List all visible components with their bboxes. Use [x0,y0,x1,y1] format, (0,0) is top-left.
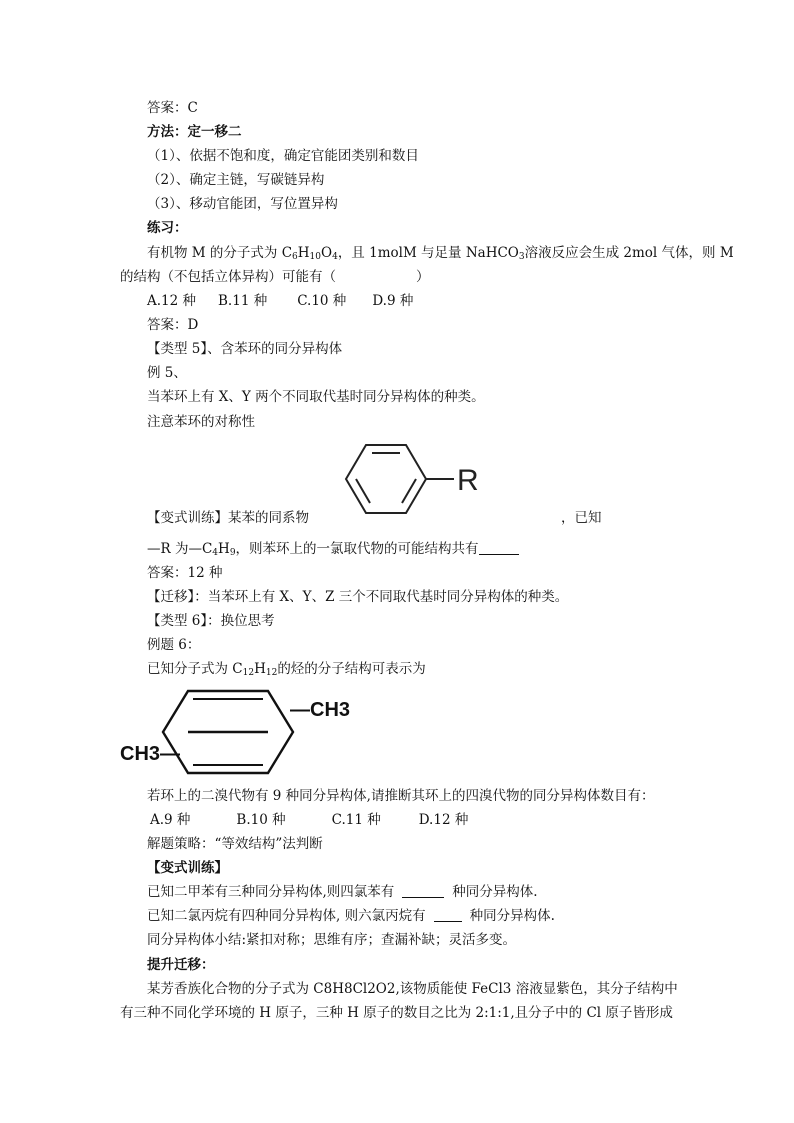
example6-options: A.9 种 B.10 种 C.11 种 D.12 种 [150,812,469,828]
answer-line-2: 答案：D [147,317,199,333]
practice-question: 有机物 M 的分子式为 $C_6H_{10}O_4$，且 1molM 与足量 NaHCO$_3$溶液反应会生成 2mol 气体，则 M [147,245,734,262]
example6-text: 已知分子式为 $C_{12}H_{12}$的烃的分子结构可表示为 [147,661,426,678]
example5-text: 当苯环上有 X、Y 两个不同取代基时同分异构体的种类。 [147,389,485,405]
type6-heading: 【类型 6】：换位思考 [147,613,275,629]
answer-line-1: 答案：C [147,100,198,116]
example5-label: 例 5、 [147,365,187,381]
ch3-left-label: CH3— [120,743,181,765]
dimethylbiphenylene-structure [118,683,378,783]
migration-text: 【迁移】：当苯环上有 X、Y、Z 三个不同取代基时同分异构体的种类。 [147,589,569,605]
hexachloropropane-question: 已知二氯丙烷有四种同分异构体, 则六氯丙烷有 种同分异构体. [147,908,555,924]
practice-question-cont: 的结构（不包括立体异构）可能有（ ） [120,269,430,285]
symmetry-note: 注意苯环的对称性 [147,414,255,430]
benzene-ring [346,445,426,513]
strategy-text: 解题策略：“等效结构”法判断 [147,836,323,852]
tetrabromo-question: 若环上的二溴代物有 9 种同分异构体,请推断其环上的四溴代物的同分异构体数目有： [147,788,655,804]
practice-heading: 练习： [147,220,188,236]
practice-options: A.12 种 B.11 种 C.10 种 D.9 种 [147,293,414,309]
advanced-question-line-2: 有三种不同化学环境的 H 原子，三种 H 原子的数目之比为 2:1:1,且分子中的 Cl 原子皆形成 [120,1005,673,1021]
variant-training-1: 【变式训练】某苯的同系物 ，已知 [147,510,602,526]
isomer-summary: 同分异构体小结:紧扣对称；思维有序；查漏补缺；灵活多变。 [147,932,517,948]
method-step-3: （3）、移动官能团，写位置异构 [147,196,338,212]
method-heading: 方法：定一移二 [147,124,242,140]
answer-line-3: 答案：12 种 [147,565,223,581]
method-step-1: （1）、依据不饱和度，确定官能团类别和数目 [147,148,419,164]
example6-label: 例题 6： [147,637,201,653]
advanced-question-line-1: 某芳香族化合物的分子式为 C8H8Cl2O2,该物质能使 FeCl3 溶液显紫色，其分子结构中 [147,981,678,997]
r-label: R [457,464,479,497]
method-step-2: （2）、确定主链，写碳链异构 [147,172,325,188]
ch3-right-label: —CH3 [290,699,351,721]
tetrachlorobenzene-question: 已知二甲苯有三种同分异构体,则四氯苯有 种同分异构体. [147,884,538,900]
advanced-heading: 提升迁移： [147,957,215,973]
r-definition: —R 为$—C_4H_9$，则苯环上的一氯取代物的可能结构共有 [147,539,519,559]
type5-heading: 【类型 5】、含苯环的同分异构体 [147,341,343,357]
variant-training-2: 【变式训练】 [147,860,228,876]
